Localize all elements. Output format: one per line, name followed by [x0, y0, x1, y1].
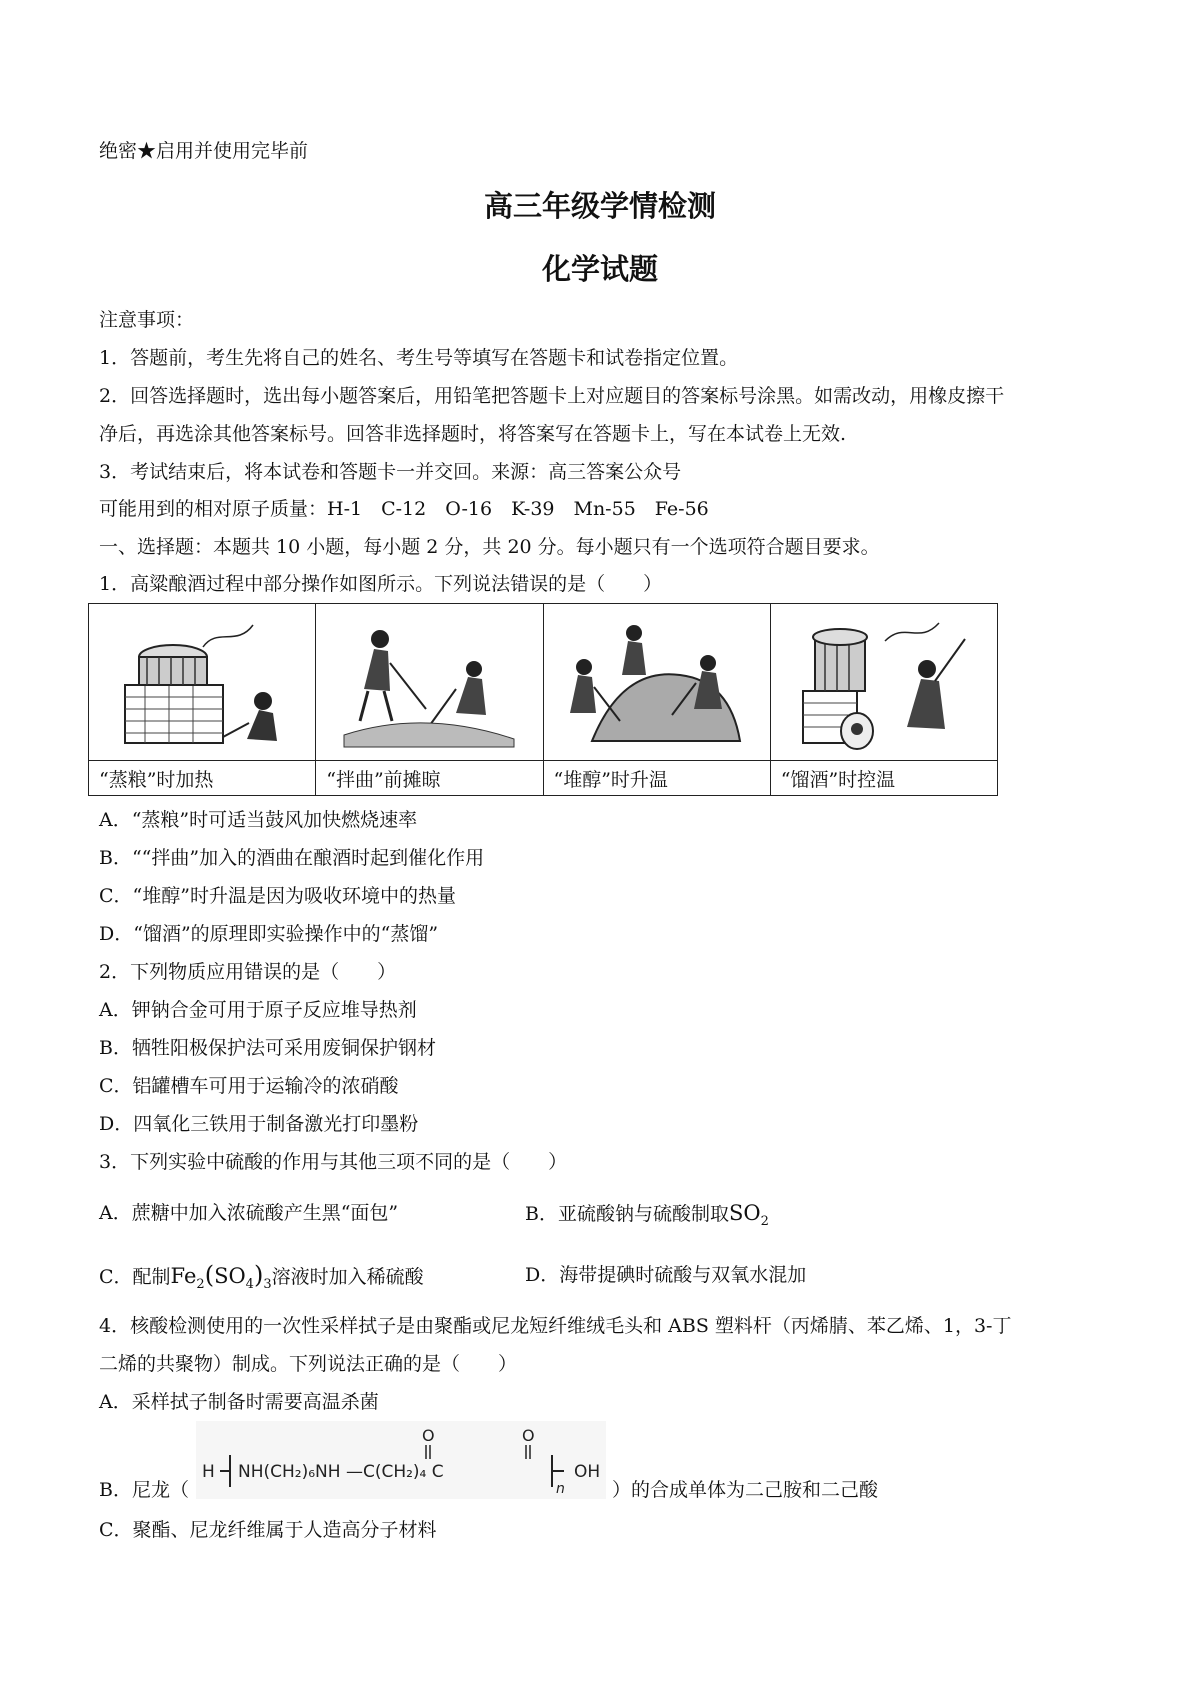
- svg-text:NH(CH₂)₆NH —C(CH₂)₄ C: NH(CH₂)₆NH —C(CH₂)₄ C: [238, 1462, 444, 1482]
- formula-subscript: 2: [196, 1276, 205, 1292]
- figure-cell: [89, 604, 316, 761]
- question-stem: 2．下列物质应用错误的是（ ）: [99, 961, 397, 983]
- note-item: 2．回答选择题时，选出每小题答案后，用铅笔把答题卡上对应题目的答案标号涂黑。如需改动，用橡皮擦干: [99, 385, 1005, 407]
- figure-cell: [316, 604, 543, 761]
- option-text: C．配制: [99, 1266, 171, 1288]
- answer-option: [525, 1201, 769, 1234]
- formula-subscript: 2: [760, 1213, 769, 1229]
- option-text: 溶液时加入稀硫酸: [271, 1266, 424, 1288]
- paren-open: (: [204, 1261, 215, 1289]
- svg-text:OH: OH: [574, 1462, 601, 1482]
- paren-close: ): [253, 1261, 264, 1289]
- note-item: 1．答题前，考生先将自己的姓名、考生号等填写在答题卡和试卷指定位置。: [99, 347, 739, 369]
- answer-option: A．“蒸粮”时可适当鼓风加快燃烧速率: [99, 809, 418, 831]
- answer-option: A．钾钠合金可用于原子反应堆导热剂: [99, 999, 417, 1021]
- figure-caption: “馏酒”时控温: [770, 761, 997, 796]
- answer-option: C．聚酯、尼龙纤维属于人造高分子材料: [99, 1519, 437, 1541]
- section-heading: 一、选择题：本题共 10 小题，每小题 2 分，共 20 分。每小题只有一个选项符合题目要求。: [99, 536, 880, 558]
- option-text: B．亚硫酸钠与硫酸制取: [525, 1203, 729, 1225]
- notes-heading: 注意事项：: [99, 309, 195, 331]
- answer-option: C．铝罐槽车可用于运输冷的浓硝酸: [99, 1075, 399, 1097]
- svg-text:O: O: [522, 1426, 535, 1445]
- answer-option: D．四氧化三铁用于制备激光打印墨粉: [99, 1113, 419, 1135]
- answer-option-prefix: B．尼龙（: [99, 1479, 189, 1501]
- svg-text:O: O: [422, 1426, 435, 1445]
- q1-figure-table: [88, 603, 998, 796]
- distilling-liquor-illustration: [789, 617, 979, 755]
- figure-caption: “拌曲”前摊晾: [316, 761, 543, 796]
- answer-option: [99, 1263, 424, 1297]
- question-stem: 二烯的共聚物）制成。下列说法正确的是（ ）: [99, 1353, 518, 1375]
- answer-option: B．““拌曲”加入的酒曲在酿酒时起到催化作用: [99, 847, 485, 869]
- svg-text:n: n: [556, 1481, 565, 1497]
- answer-option: C．“堆醇”时升温是因为吸收环境中的热量: [99, 885, 456, 907]
- question-stem: 1．高粱酿酒过程中部分操作如图所示。下列说法错误的是（ ）: [99, 573, 663, 595]
- question-stem: 3．下列实验中硫酸的作用与其他三项不同的是（ ）: [99, 1151, 568, 1173]
- note-item: 净后，再选涂其他答案标号。回答非选择题时，将答案写在答题卡上，写在本试卷上无效.: [99, 423, 847, 445]
- confidential-notice: 绝密★启用并使用完毕前: [99, 140, 309, 162]
- figure-cell: [543, 604, 770, 761]
- chem-formula: SO: [728, 1201, 761, 1225]
- chem-formula: SO: [214, 1264, 246, 1288]
- nylon-structure-formula: [196, 1421, 606, 1499]
- svg-text:H: H: [202, 1462, 215, 1482]
- formula-subscript: 4: [245, 1276, 254, 1292]
- piling-fermentation-illustration: [562, 617, 752, 755]
- page-title: 高三年级学情检测: [483, 189, 716, 223]
- formula-subscript: 3: [263, 1276, 272, 1292]
- figure-caption: “堆醇”时升温: [543, 761, 770, 796]
- figure-cell: [770, 604, 997, 761]
- steaming-grain-illustration: [107, 617, 297, 755]
- answer-option: D．海带提碘时硫酸与双氧水混加: [525, 1264, 807, 1286]
- answer-option: A．采样拭子制备时需要高温杀菌: [99, 1391, 379, 1413]
- page-subtitle: 化学试题: [541, 252, 658, 286]
- answer-option: D．“馏酒”的原理即实验操作中的“蒸馏”: [99, 923, 439, 945]
- mixing-koji-illustration: [334, 617, 524, 755]
- answer-option-suffix: ）的合成单体为二己胺和二己酸: [612, 1479, 879, 1501]
- answer-option: B．牺牲阳极保护法可采用废铜保护钢材: [99, 1037, 436, 1059]
- figure-caption: “蒸粮”时加热: [89, 761, 316, 796]
- note-item: 3．考试结束后，将本试卷和答题卡一并交回。来源：高三答案公众号: [99, 461, 682, 483]
- answer-option: A．蔗糖中加入浓硫酸产生黑“面包”: [99, 1202, 399, 1224]
- question-stem: 4．核酸检测使用的一次性采样拭子是由聚酯或尼龙短纤维绒毛头和 ABS 塑料杆（丙烯腈、苯乙烯、1，3-丁: [99, 1315, 1012, 1337]
- atomic-masses: 可能用到的相对原子质量：H-1 C-12 O-16 K-39 Mn-55 Fe-56: [99, 498, 709, 520]
- chem-formula: Fe: [170, 1264, 197, 1288]
